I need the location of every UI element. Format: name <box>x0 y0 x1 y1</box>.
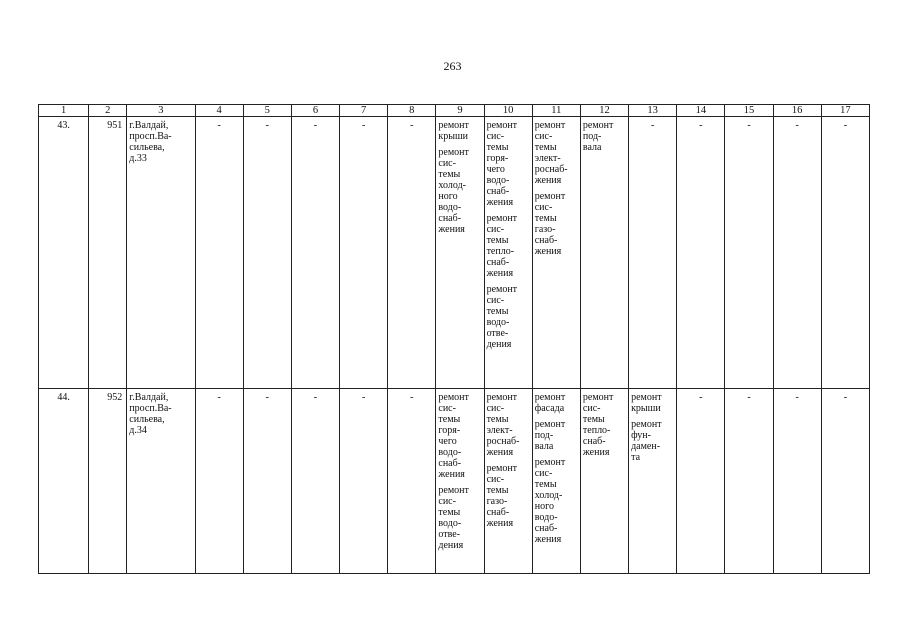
work-item-line: газо- <box>534 224 556 235</box>
column-header: 16 <box>773 105 821 117</box>
row-number: 44. <box>39 389 89 574</box>
empty-cell: - <box>821 389 869 574</box>
work-item-line: холод- <box>534 490 563 501</box>
address-cell <box>127 389 195 574</box>
work-item-line: газо- <box>486 496 508 507</box>
work-item-line: сис- <box>486 474 505 485</box>
work-item-line: та <box>631 452 641 463</box>
work-cell <box>436 117 484 389</box>
work-cell <box>532 117 580 389</box>
work-item-line: ремонт <box>438 147 469 158</box>
work-item-line: ремонт <box>534 191 566 202</box>
work-item-line: дения <box>486 339 512 350</box>
work-item <box>487 213 530 279</box>
work-item <box>535 191 578 257</box>
work-item-line: жения <box>486 447 514 458</box>
address-line: сильева, <box>129 142 165 153</box>
work-item-line: темы <box>438 507 461 518</box>
column-header: 5 <box>243 105 291 117</box>
header-row <box>39 105 870 117</box>
work-item-line: сис- <box>438 496 456 507</box>
work-item-line: водо- <box>486 175 510 186</box>
work-item-line: дамен- <box>631 441 661 452</box>
work-item-line: сис- <box>582 403 601 414</box>
work-item-line: ремонт <box>534 120 566 131</box>
address-line: д.33 <box>129 153 147 164</box>
work-item-line: ремонт <box>486 463 518 474</box>
work-item-line: ремонт <box>534 457 566 468</box>
work-item-line: чего <box>438 436 457 447</box>
empty-cell: - <box>725 117 773 389</box>
column-header: 10 <box>484 105 532 117</box>
work-item <box>438 392 481 480</box>
work-item-line: ремонт <box>486 120 518 131</box>
work-item-line: элект- <box>486 425 513 436</box>
column-header: 3 <box>127 105 195 117</box>
work-item-line: ремонт <box>486 284 518 295</box>
work-cell <box>436 389 484 574</box>
work-item-line: сис- <box>534 131 553 142</box>
work-item-line: сис- <box>438 158 456 169</box>
column-header: 7 <box>340 105 388 117</box>
column-header: 9 <box>436 105 484 117</box>
work-item-line: темы <box>534 213 557 224</box>
work-item-line: роснаб- <box>486 436 520 447</box>
work-item-line: снаб- <box>438 458 462 469</box>
work-item-line: снаб- <box>582 436 606 447</box>
work-item-line: под- <box>534 430 554 441</box>
work-item-line: ремонт <box>631 419 662 430</box>
work-item-line: темы <box>534 142 557 153</box>
work-item-line: крыши <box>438 131 469 142</box>
work-item <box>438 485 481 551</box>
work-item-line: темы <box>438 414 461 425</box>
work-item-line: сис- <box>534 202 553 213</box>
work-item-line: сис- <box>534 468 553 479</box>
work-item-line: темы <box>486 306 509 317</box>
work-item-line: снаб- <box>534 523 558 534</box>
work-item-line: жения <box>486 268 514 279</box>
work-item-line: ного <box>534 501 554 512</box>
column-header: 1 <box>39 105 89 117</box>
work-item-line: жения <box>486 197 514 208</box>
work-item-line: темы <box>534 479 557 490</box>
work-item-line: тепло- <box>582 425 611 436</box>
column-header: 8 <box>388 105 436 117</box>
empty-cell: - <box>388 389 436 574</box>
empty-cell: - <box>677 389 725 574</box>
work-item-line: ремонт <box>438 485 469 496</box>
work-item-line: жения <box>486 518 514 529</box>
work-item <box>438 147 481 235</box>
work-item-line: водо- <box>438 447 462 458</box>
empty-cell: - <box>291 389 339 574</box>
work-item <box>487 284 530 350</box>
table-row <box>39 117 870 389</box>
work-cell <box>532 389 580 574</box>
work-item-line: под- <box>582 131 602 142</box>
work-item-line: роснаб- <box>534 164 568 175</box>
work-cell <box>484 389 532 574</box>
work-item-line: ремонт <box>438 120 469 131</box>
table-row <box>39 389 870 574</box>
work-item-line: сис- <box>486 224 505 235</box>
work-item-line: темы <box>486 142 509 153</box>
work-item-line: темы <box>486 485 509 496</box>
empty-cell: - <box>243 389 291 574</box>
column-header: 14 <box>677 105 725 117</box>
work-item <box>487 120 530 208</box>
empty-cell: - <box>340 117 388 389</box>
work-item-line: тепло- <box>486 246 515 257</box>
work-item-line: ремонт <box>486 392 518 403</box>
column-header: 13 <box>629 105 677 117</box>
column-header: 2 <box>89 105 127 117</box>
address-line: г.Валдай, <box>129 392 169 403</box>
work-item-line: сис- <box>486 131 505 142</box>
work-item <box>487 463 530 529</box>
work-item-line: горя- <box>486 153 509 164</box>
work-item-line: водо- <box>534 512 558 523</box>
empty-cell: - <box>725 389 773 574</box>
empty-cell: - <box>388 117 436 389</box>
work-item-line: сис- <box>486 295 505 306</box>
address-line: просп.Ва- <box>129 403 172 414</box>
work-item-line: темы <box>486 414 509 425</box>
work-item-line: ремонт <box>438 392 469 403</box>
work-item-line: снаб- <box>438 213 462 224</box>
work-item-line: водо- <box>486 317 510 328</box>
work-item-line: жения <box>534 534 562 545</box>
work-item-line: горя- <box>438 425 461 436</box>
work-item-line: фасада <box>534 403 565 414</box>
work-item-line: водо- <box>438 202 462 213</box>
work-item-line: темы <box>582 414 605 425</box>
row-number: 43. <box>39 117 89 389</box>
work-item <box>631 392 674 414</box>
empty-cell: - <box>243 117 291 389</box>
work-item-line: темы <box>486 235 509 246</box>
work-item-line: жения <box>438 469 465 480</box>
empty-cell: - <box>195 117 243 389</box>
work-item <box>631 419 674 463</box>
work-item-line: вала <box>534 441 554 452</box>
empty-cell: - <box>773 389 821 574</box>
work-item-line: вала <box>582 142 602 153</box>
work-item-line: жения <box>534 246 562 257</box>
work-item-line: ремонт <box>534 392 566 403</box>
column-header: 4 <box>195 105 243 117</box>
work-item <box>583 120 626 153</box>
work-cell <box>580 389 628 574</box>
work-item-line: ремонт <box>486 213 518 224</box>
work-item <box>487 392 530 458</box>
work-item <box>535 392 578 414</box>
column-header: 15 <box>725 105 773 117</box>
work-cell <box>580 117 628 389</box>
address-line: сильева, <box>129 414 165 425</box>
address-line: г.Валдай, <box>129 120 169 131</box>
work-item-line: холод- <box>438 180 466 191</box>
work-item-line: отве- <box>438 529 461 540</box>
work-item-line: ного <box>438 191 458 202</box>
work-item <box>535 120 578 186</box>
empty-cell: - <box>773 117 821 389</box>
work-item-line: крыши <box>631 403 661 414</box>
work-item-line: фун- <box>631 430 651 441</box>
work-cell <box>484 117 532 389</box>
address-cell <box>127 117 195 389</box>
empty-cell: - <box>821 117 869 389</box>
work-item-line: снаб- <box>486 507 510 518</box>
column-header: 11 <box>532 105 580 117</box>
column-header: 17 <box>821 105 869 117</box>
row-id: 952 <box>89 389 127 574</box>
work-item-line: ремонт <box>631 392 662 403</box>
work-item-line: жения <box>438 224 465 235</box>
work-item <box>535 457 578 545</box>
work-item-line: снаб- <box>486 257 510 268</box>
work-item-line: ремонт <box>582 392 614 403</box>
work-item-line: ремонт <box>534 419 566 430</box>
empty-cell: - <box>195 389 243 574</box>
work-item <box>583 392 626 458</box>
column-header: 6 <box>291 105 339 117</box>
empty-cell: - <box>340 389 388 574</box>
work-item-line: темы <box>438 169 461 180</box>
work-item <box>535 419 578 452</box>
work-item-line: ремонт <box>582 120 614 131</box>
work-item-line: жения <box>534 175 562 186</box>
work-item-line: чего <box>486 164 505 175</box>
work-cell <box>629 389 677 574</box>
works-table <box>38 104 870 574</box>
row-id: 951 <box>89 117 127 389</box>
work-item-line: снаб- <box>534 235 558 246</box>
page-number: 263 <box>443 59 462 73</box>
address-line: д.34 <box>129 425 147 436</box>
empty-cell: - <box>677 117 725 389</box>
work-item-line: снаб- <box>486 186 510 197</box>
work-item <box>438 120 481 142</box>
empty-cell: - <box>629 117 677 389</box>
work-item-line: жения <box>582 447 610 458</box>
work-item-line: элект- <box>534 153 561 164</box>
work-item-line: сис- <box>486 403 505 414</box>
empty-cell: - <box>291 117 339 389</box>
work-item-line: отве- <box>486 328 509 339</box>
work-item-line: сис- <box>438 403 456 414</box>
work-item-line: дения <box>438 540 464 551</box>
column-header: 12 <box>580 105 628 117</box>
work-item-line: водо- <box>438 518 462 529</box>
address-line: просп.Ва- <box>129 131 172 142</box>
